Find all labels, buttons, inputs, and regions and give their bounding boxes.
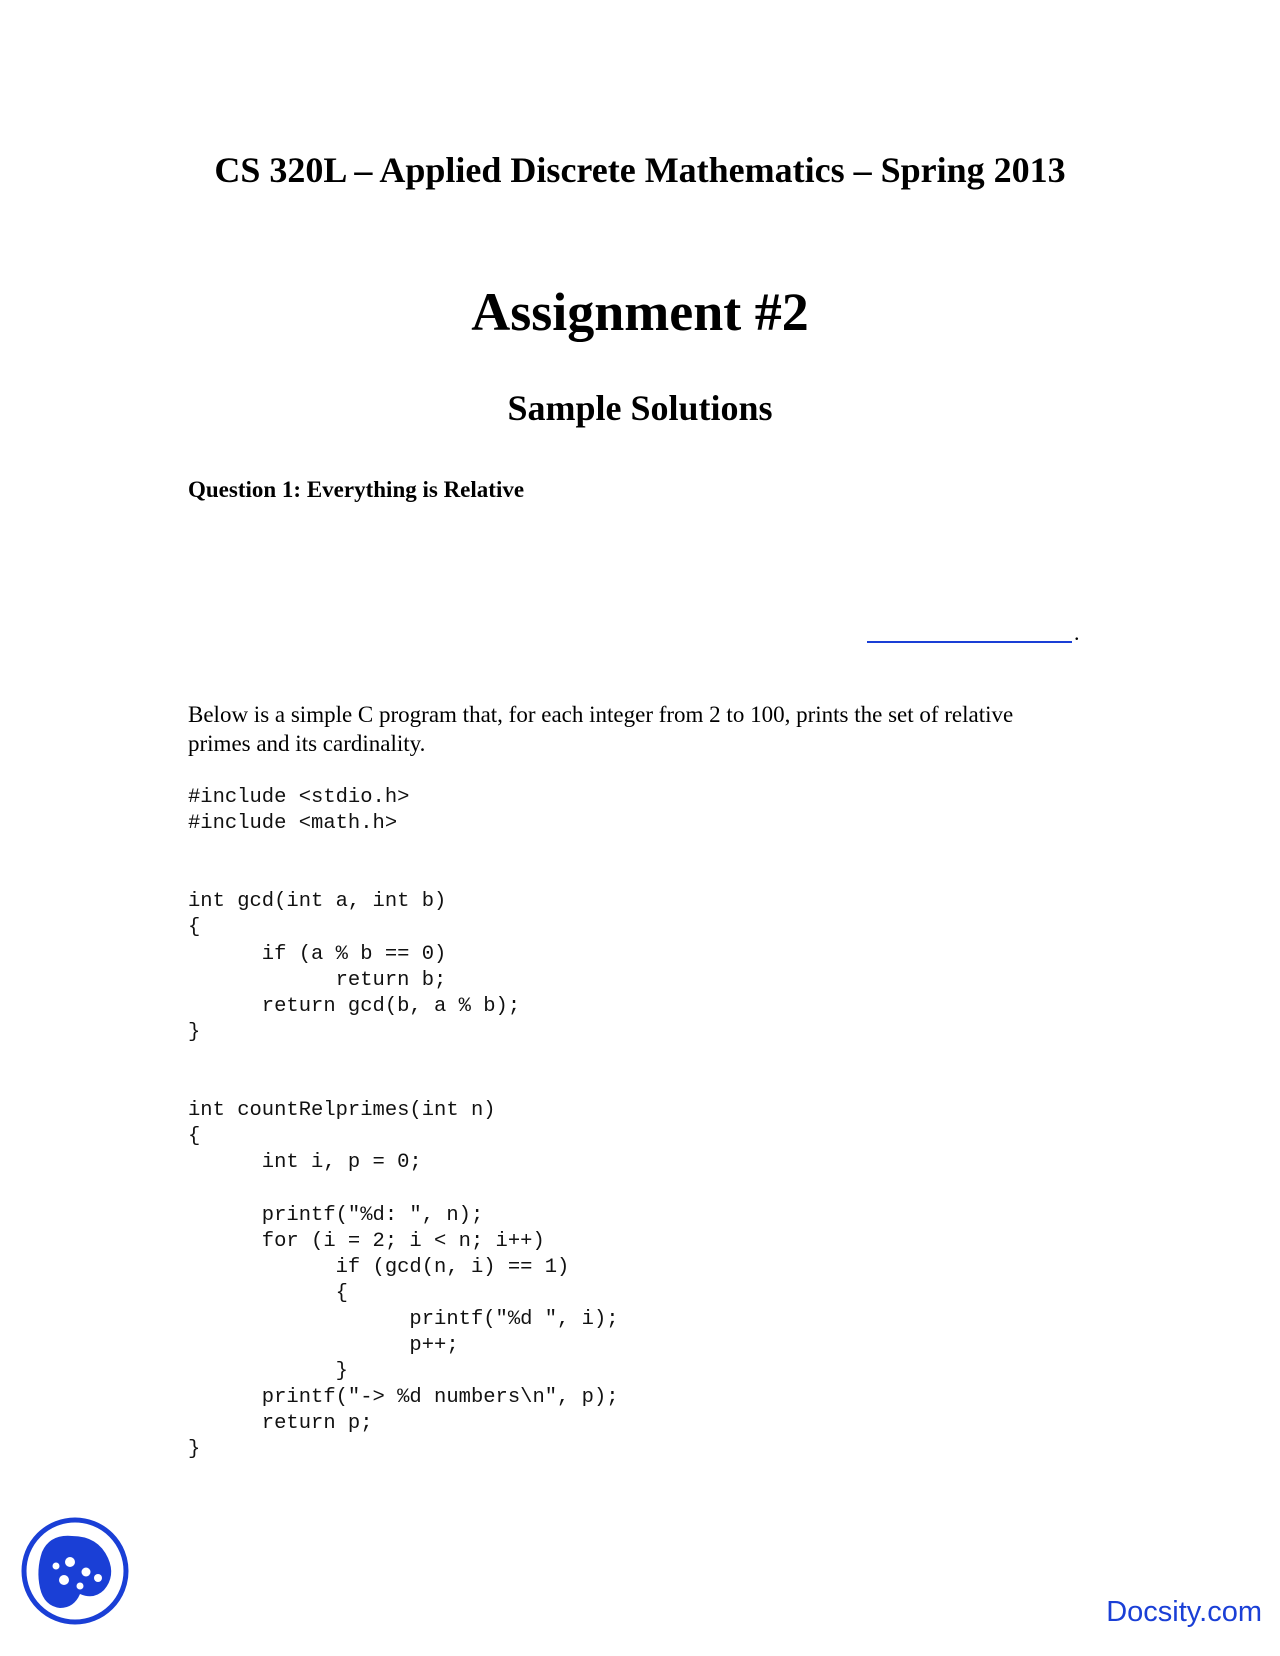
code-line: return p; — [188, 1412, 373, 1436]
code-line — [188, 1046, 619, 1072]
code-line: { — [188, 1125, 201, 1149]
code-line: printf("%d ", i); — [188, 1307, 619, 1331]
code-line: } — [188, 1438, 201, 1462]
link-period: . — [1074, 620, 1080, 645]
code-line — [188, 837, 619, 863]
code-block — [188, 785, 619, 1463]
code-line: if (a % b == 0) — [188, 942, 447, 966]
code-line: { — [188, 916, 201, 940]
code-line: return gcd(b, a % b); — [188, 994, 521, 1018]
code-line — [188, 863, 619, 889]
code-line — [188, 1072, 619, 1098]
docsity-brand[interactable]: Docsity.com — [1106, 1596, 1262, 1628]
code-line: int gcd(int a, int b) — [188, 890, 447, 914]
code-line: #include <math.h> — [188, 812, 398, 836]
code-line: if (gcd(n, i) == 1) — [188, 1255, 570, 1279]
code-line: p++; — [188, 1333, 459, 1357]
question-heading: Question 1: Everything is Relative — [188, 477, 525, 502]
code-line: printf("-> %d numbers\n", p); — [188, 1386, 619, 1410]
intro-line-1: Below is a simple C program that, for each integer from 2 to 100, prints the set of relative — [188, 702, 1014, 727]
code-line: return b; — [188, 968, 447, 992]
intro-line-2: primes and its cardinality. — [188, 731, 426, 756]
code-line: #include <stdio.h> — [188, 786, 410, 809]
code-line — [188, 1176, 619, 1202]
assignment-title: Assignment #2 — [471, 282, 809, 342]
code-line: printf("%d: ", n); — [188, 1203, 484, 1227]
intro-paragraph — [188, 700, 1108, 758]
course-title: CS 320L – Applied Discrete Mathematics – Spring 2013 — [214, 150, 1066, 190]
code-line: int i, p = 0; — [188, 1151, 422, 1175]
code-line: for (i = 2; i < n; i++) — [188, 1229, 545, 1253]
code-line: } — [188, 1020, 201, 1044]
code-line: } — [188, 1360, 348, 1384]
code-line: int countRelprimes(int n) — [188, 1099, 496, 1123]
subtitle: Sample Solutions — [507, 388, 773, 428]
hyperlink-underline[interactable] — [867, 641, 1072, 643]
docsity-logo-icon — [20, 1516, 130, 1626]
code-line: { — [188, 1281, 348, 1305]
